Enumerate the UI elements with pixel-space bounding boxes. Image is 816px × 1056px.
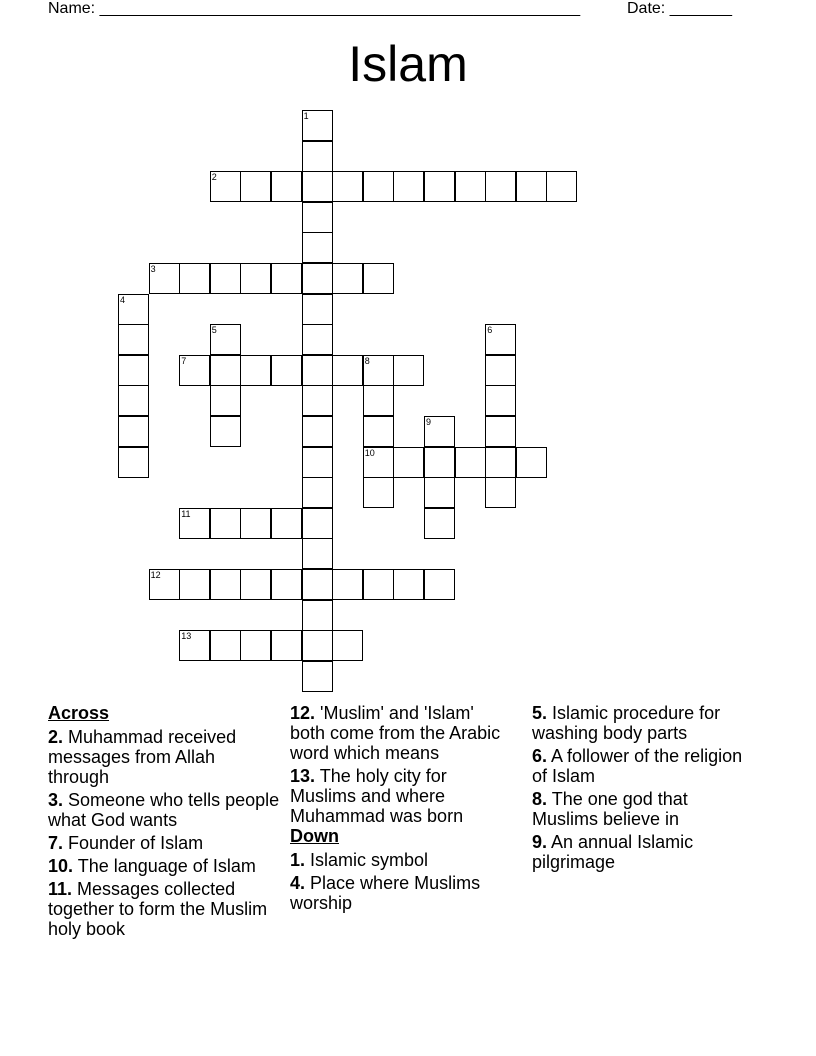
grid-cell[interactable] xyxy=(485,324,516,355)
grid-cell[interactable] xyxy=(302,477,333,508)
grid-cell[interactable] xyxy=(455,171,486,202)
grid-cell[interactable] xyxy=(363,385,394,416)
grid-cell[interactable] xyxy=(302,324,333,355)
grid-cell[interactable] xyxy=(149,263,180,294)
puzzle-title: Islam xyxy=(348,36,468,92)
grid-cell[interactable] xyxy=(455,447,486,478)
grid-cell[interactable] xyxy=(332,355,363,386)
grid-cell[interactable] xyxy=(302,263,333,294)
grid-cell[interactable] xyxy=(210,263,241,294)
grid-cell[interactable] xyxy=(516,447,547,478)
cell-number: 6 xyxy=(487,325,493,336)
down-clue-9: 9. An annual Islamic pilgrimage xyxy=(532,832,694,872)
cell-number: 11 xyxy=(181,508,191,519)
grid-cell[interactable] xyxy=(271,569,302,600)
clues-column-1 xyxy=(48,703,280,942)
grid-cell[interactable] xyxy=(302,661,333,692)
grid-cell[interactable] xyxy=(363,569,394,600)
grid-cell[interactable] xyxy=(302,110,333,141)
grid-cell[interactable] xyxy=(302,294,333,325)
grid-cell[interactable] xyxy=(240,630,271,661)
grid-cell[interactable] xyxy=(271,171,302,202)
grid-cell[interactable] xyxy=(363,171,394,202)
clues-column-2 xyxy=(290,703,512,916)
grid-cell[interactable] xyxy=(240,569,271,600)
grid-cell[interactable] xyxy=(424,508,455,539)
grid-cell[interactable] xyxy=(302,447,333,478)
cell-number: 2 xyxy=(211,172,217,183)
cell-number: 3 xyxy=(150,264,156,274)
date-line[interactable]: _______ xyxy=(669,0,732,17)
grid-cell[interactable] xyxy=(302,385,333,416)
grid-cell[interactable] xyxy=(118,324,149,355)
grid-cell[interactable] xyxy=(485,416,516,447)
grid-cell[interactable] xyxy=(302,600,333,631)
down-clue-4: 4. Place where Muslims worship xyxy=(290,873,481,913)
grid-cell[interactable] xyxy=(485,385,516,416)
grid-cell[interactable] xyxy=(424,447,455,478)
grid-cell[interactable] xyxy=(332,630,363,661)
across-clue-7: 7. Founder of Islam xyxy=(48,833,204,853)
grid-cell[interactable] xyxy=(179,355,210,386)
grid-cell[interactable] xyxy=(363,447,394,478)
grid-cell[interactable] xyxy=(485,477,516,508)
grid-cell[interactable] xyxy=(179,630,210,661)
grid-cell[interactable] xyxy=(393,171,424,202)
grid-cell[interactable] xyxy=(210,385,241,416)
grid-cell[interactable] xyxy=(210,416,241,447)
cell-number: 7 xyxy=(181,355,187,366)
grid-cell[interactable] xyxy=(302,630,333,661)
across-clue-2: 2. Muhammad received messages from Allah through xyxy=(48,727,237,787)
down-heading: Down xyxy=(290,826,339,846)
grid-cell[interactable] xyxy=(302,416,333,447)
grid-cell[interactable] xyxy=(393,447,424,478)
name-line[interactable]: ______________________________________________________ xyxy=(99,0,581,17)
grid-cell[interactable] xyxy=(271,263,302,294)
grid-cell[interactable] xyxy=(332,569,363,600)
grid-cell[interactable] xyxy=(302,508,333,539)
grid-cell[interactable] xyxy=(179,508,210,539)
across-clue-3: 3. Someone who tells people what God wants xyxy=(48,790,280,830)
cell-number: 12 xyxy=(150,570,161,580)
grid-cell[interactable] xyxy=(240,355,271,386)
grid-cell[interactable] xyxy=(118,447,149,478)
grid-cell[interactable] xyxy=(271,355,302,386)
cell-number: 4 xyxy=(120,294,126,305)
grid-cell[interactable] xyxy=(118,416,149,447)
grid-cell[interactable] xyxy=(302,355,333,386)
grid-cell[interactable] xyxy=(271,508,302,539)
grid-cell[interactable] xyxy=(302,569,333,600)
clues-column-3 xyxy=(532,703,754,875)
grid-cell[interactable] xyxy=(210,630,241,661)
grid-cell[interactable] xyxy=(516,171,547,202)
grid-cell[interactable] xyxy=(485,171,516,202)
grid-cell[interactable] xyxy=(302,232,333,263)
grid-cell[interactable] xyxy=(149,569,180,600)
cell-number: 5 xyxy=(211,325,217,336)
grid-cell[interactable] xyxy=(210,324,241,355)
grid-cell[interactable] xyxy=(485,355,516,386)
cell-number: 10 xyxy=(364,447,375,458)
down-clue-8: 8. The one god that Muslims believe in xyxy=(532,789,688,829)
grid-cell[interactable] xyxy=(210,355,241,386)
across-clue-11: 11. Messages collected together to form the Muslim holy book xyxy=(48,879,268,939)
grid-cell[interactable] xyxy=(179,263,210,294)
grid-cell[interactable] xyxy=(240,171,271,202)
grid-cell[interactable] xyxy=(393,355,424,386)
grid-cell[interactable] xyxy=(271,630,302,661)
grid-cell[interactable] xyxy=(118,355,149,386)
grid-cell[interactable] xyxy=(118,385,149,416)
across-clue-12: 12. 'Muslim' and 'Islam' both come from the Arabic word which means xyxy=(290,703,501,763)
down-clue-1: 1. Islamic symbol xyxy=(290,850,429,870)
down-clue-6: 6. A follower of the religion of Islam xyxy=(532,746,743,786)
cell-number: 9 xyxy=(426,417,432,427)
cell-number: 13 xyxy=(181,631,192,642)
grid-cell[interactable] xyxy=(485,447,516,478)
grid-cell[interactable] xyxy=(363,355,394,386)
grid-cell[interactable] xyxy=(118,294,149,325)
grid-cell[interactable] xyxy=(424,416,455,447)
grid-cell[interactable] xyxy=(363,416,394,447)
grid-cell[interactable] xyxy=(363,263,394,294)
grid-cell[interactable] xyxy=(210,569,241,600)
grid-cell[interactable] xyxy=(393,569,424,600)
grid-cell[interactable] xyxy=(210,508,241,539)
grid-cell[interactable] xyxy=(179,569,210,600)
grid-cell[interactable] xyxy=(332,263,363,294)
across-clue-10: 10. The language of Islam xyxy=(48,856,256,876)
grid-cell[interactable] xyxy=(363,477,394,508)
grid-cell[interactable] xyxy=(302,141,333,172)
cell-number: 8 xyxy=(364,355,370,366)
grid-cell[interactable] xyxy=(302,538,333,569)
grid-cell[interactable] xyxy=(424,569,455,600)
cell-number: 1 xyxy=(303,111,309,121)
name-label: Name: xyxy=(48,0,96,17)
grid-cell[interactable] xyxy=(302,202,333,233)
date-label: Date: xyxy=(627,0,666,17)
grid-cell[interactable] xyxy=(240,263,271,294)
grid-cell[interactable] xyxy=(424,171,455,202)
grid-cell[interactable] xyxy=(424,477,455,508)
across-heading: Across xyxy=(48,703,110,723)
grid-cell[interactable] xyxy=(546,171,577,202)
across-clue-13: 13. The holy city for Muslims and where Muhammad was born xyxy=(290,766,464,826)
down-clue-5: 5. Islamic procedure for washing body parts xyxy=(532,703,721,743)
grid-cell[interactable] xyxy=(240,508,271,539)
grid-cell[interactable] xyxy=(210,171,241,202)
grid-cell[interactable] xyxy=(302,171,333,202)
grid-cell[interactable] xyxy=(332,171,363,202)
